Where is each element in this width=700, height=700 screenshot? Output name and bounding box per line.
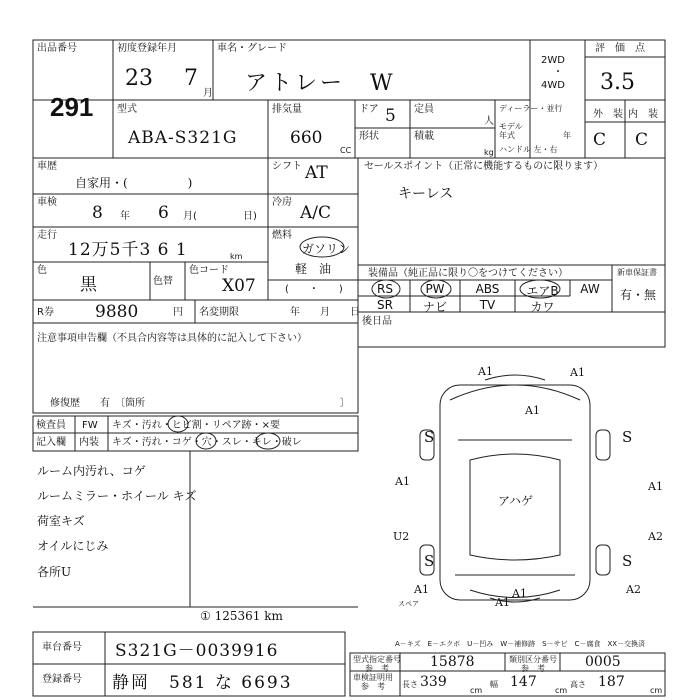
interior-label: 内 装 xyxy=(628,109,658,120)
equip-leather: カワ xyxy=(530,300,555,314)
recycle-value: 9880 xyxy=(95,302,139,322)
equip-abs: ABS xyxy=(475,282,500,296)
exterior-value: C xyxy=(593,130,607,150)
fuel-label: 燃料 xyxy=(272,230,292,241)
note-mileage: ① 125361 km xyxy=(200,609,283,623)
ac-label: 冷房 xyxy=(272,197,292,208)
equip-pw: PW xyxy=(425,282,445,296)
doors-label: ドア xyxy=(359,104,379,115)
shift-label: シフト xyxy=(272,161,302,172)
class-no-label: 類別区分番号 参 考 xyxy=(509,655,557,673)
repair-label: 修復歴 有 〔箇所 xyxy=(50,398,145,409)
first-reg-year-value: 23 xyxy=(125,66,153,91)
capacity-label: 定員 xyxy=(414,104,434,115)
mileage-label: 走行 xyxy=(37,230,57,241)
mark-7: A1 xyxy=(648,480,663,493)
car-name-value: アトレー W xyxy=(245,71,396,96)
mark-2: A1 xyxy=(570,366,585,379)
note-line-5: 各所U xyxy=(37,565,72,579)
color-label: 色 xyxy=(37,265,47,276)
drive-dot-label: ・ xyxy=(553,67,563,78)
score-label: 評 価 点 xyxy=(595,43,645,54)
color-code-label: 色コード xyxy=(189,265,229,276)
title-change-date: 年 月 日 xyxy=(290,307,360,318)
yen-label: 円 xyxy=(173,307,183,318)
fuel-main-value: ガソリン xyxy=(302,242,351,256)
mark-9: U2 xyxy=(393,530,410,543)
delivery-label: 後日品 xyxy=(362,316,392,327)
year-unit-label: 年 xyxy=(563,131,571,140)
mark-13: A1 xyxy=(414,583,429,596)
drive-2wd-label: 2WD xyxy=(541,55,565,66)
length-cm: cm xyxy=(470,686,483,695)
model-value: ABA-S321G xyxy=(128,128,238,148)
equipment-label: 装備品（純正品に限り〇をつけてください） xyxy=(368,268,568,279)
load-label: 積載 xyxy=(414,131,434,142)
car-body-diagram xyxy=(420,375,610,602)
shape-label: 形状 xyxy=(359,131,379,142)
warranty-label: 新車保証書 xyxy=(617,268,657,277)
entry-label: 記入欄 xyxy=(36,437,66,448)
history-label: 車歴 xyxy=(37,161,57,172)
mark-3: A1 xyxy=(525,404,540,417)
first-reg-month-value: 7 xyxy=(184,66,198,91)
inspection-month-unit: 月( xyxy=(183,211,197,222)
type-no-value: 15878 xyxy=(430,654,475,670)
mark-1: A1 xyxy=(478,365,493,378)
naisou-label: 内装 xyxy=(79,437,99,448)
type-no-label: 型式指定番号 参 考 xyxy=(353,655,401,673)
fw-label: FW xyxy=(82,420,98,431)
height-value: 187 xyxy=(598,674,625,690)
shift-value: AT xyxy=(305,163,328,183)
fuel-paren: ( ・ ) xyxy=(285,284,343,295)
interior-value: C xyxy=(635,130,649,150)
mark-10: A2 xyxy=(648,530,663,543)
fuel-alt-label: 軽 油 xyxy=(295,262,332,276)
sales-point-value: キーレス xyxy=(398,186,454,202)
warranty-options: 有・無 xyxy=(620,288,657,302)
equip-tv: TV xyxy=(479,298,496,312)
width-cm: cm xyxy=(555,686,568,695)
color-value: 黒 xyxy=(80,275,97,295)
length-value: 339 xyxy=(420,674,447,690)
equip-rs: RS xyxy=(377,282,393,296)
class-no-value: 0005 xyxy=(585,654,621,670)
km-label: km xyxy=(230,252,243,261)
repair-close: 〕 xyxy=(340,398,350,409)
chassis-no-value: S321G－0039916 xyxy=(115,641,279,661)
width-label: 幅 xyxy=(490,680,498,689)
defect-legend: A－キズ E－エクボ U－凹み W－補修跡 S－サビ C－腐食 XX－交換済 xyxy=(395,640,646,648)
dealer-label: ディーラー・並行 xyxy=(499,104,563,113)
mark-8: アハゲ xyxy=(498,494,534,508)
handle-label: ハンドル 左・右 xyxy=(499,145,558,154)
chassis-no-label: 車台番号 xyxy=(42,642,82,653)
mark-16: A1 xyxy=(495,596,510,609)
mark-11: S xyxy=(424,552,435,570)
score-value: 3.5 xyxy=(600,70,635,95)
ac-value: A/C xyxy=(300,203,332,223)
note-line-1: ルーム内汚れ、コゲ xyxy=(37,464,146,478)
reg-no-label: 登録番号 xyxy=(42,674,82,685)
mark-6: A1 xyxy=(395,475,410,488)
lot-no-label: 出品番号 xyxy=(37,43,77,54)
inspection-year-unit: 年 xyxy=(120,211,130,222)
color-change-label: 色替 xyxy=(153,276,173,287)
equip-navi: ナビ xyxy=(422,300,447,314)
model-label: 型式 xyxy=(117,104,137,115)
kg-label: kg xyxy=(484,148,494,157)
inspection-month-value: 6 xyxy=(158,203,169,223)
equip-aw: AW xyxy=(580,282,600,296)
note-line-4: オイルにじみ xyxy=(37,539,109,553)
model-year-label: モデル 年式 xyxy=(499,122,523,140)
car-name-label: 車名・グレード xyxy=(217,43,287,54)
person-label: 人 xyxy=(484,116,494,127)
exterior-label: 外 装 xyxy=(593,109,623,120)
inspection-label: 車検 xyxy=(37,197,57,208)
height-label: 高さ xyxy=(570,680,586,689)
displacement-value: 660 xyxy=(290,128,323,148)
first-reg-label: 初度登録年月 xyxy=(117,43,177,54)
doors-value: 5 xyxy=(385,106,396,126)
notes-label: 注意事項申告欄（不具合内容等は具体的に記入して下さい） xyxy=(37,333,307,344)
note-line-2: ルームミラー・ホイール キズ xyxy=(37,489,197,503)
title-change-label: 名変期限 xyxy=(199,307,239,318)
mark-5: S xyxy=(622,428,633,446)
lot-no-value: 291 xyxy=(50,92,94,122)
cert-ref-label: 車検証明用 参 考 xyxy=(353,673,393,691)
recycle-label: R券 xyxy=(37,307,54,318)
mark-4: S xyxy=(424,428,435,446)
reg-no-value: 静岡 581 な 6693 xyxy=(112,673,293,693)
cc-label: CC xyxy=(340,146,352,155)
length-label: 長さ xyxy=(402,680,418,689)
drive-4wd-label: 4WD xyxy=(541,80,565,91)
history-value: 自家用・( ) xyxy=(75,176,193,190)
mark-12: S xyxy=(622,552,633,570)
height-cm: cm xyxy=(650,686,663,695)
mark-15: A2 xyxy=(626,583,641,596)
displacement-label: 排気量 xyxy=(272,104,302,115)
checker-label: 検査員 xyxy=(36,420,66,431)
mark-14: A1 xyxy=(512,587,527,600)
spare-label: スペア xyxy=(398,600,419,608)
note-line-3: 荷室キズ xyxy=(37,514,85,528)
inspection-day-unit: 日) xyxy=(243,211,257,222)
sales-point-label: セールスポイント（正常に機能するものに限ります） xyxy=(364,161,604,172)
equip-airbag: エアB xyxy=(526,284,559,298)
equip-sr: SR xyxy=(377,298,393,312)
month-suffix: 月 xyxy=(203,88,213,99)
check-row-2: キズ・汚れ・コゲ・穴・スレ・キレ・破レ xyxy=(112,437,302,448)
width-value: 147 xyxy=(510,674,537,690)
mileage-value: 12万5千3 6 1 xyxy=(68,240,188,260)
check-row-1: キズ・汚れ・ヒビ割・リペア跡・×要 xyxy=(112,420,280,431)
color-code-value: X07 xyxy=(222,276,256,296)
inspection-year-value: 8 xyxy=(92,203,103,223)
